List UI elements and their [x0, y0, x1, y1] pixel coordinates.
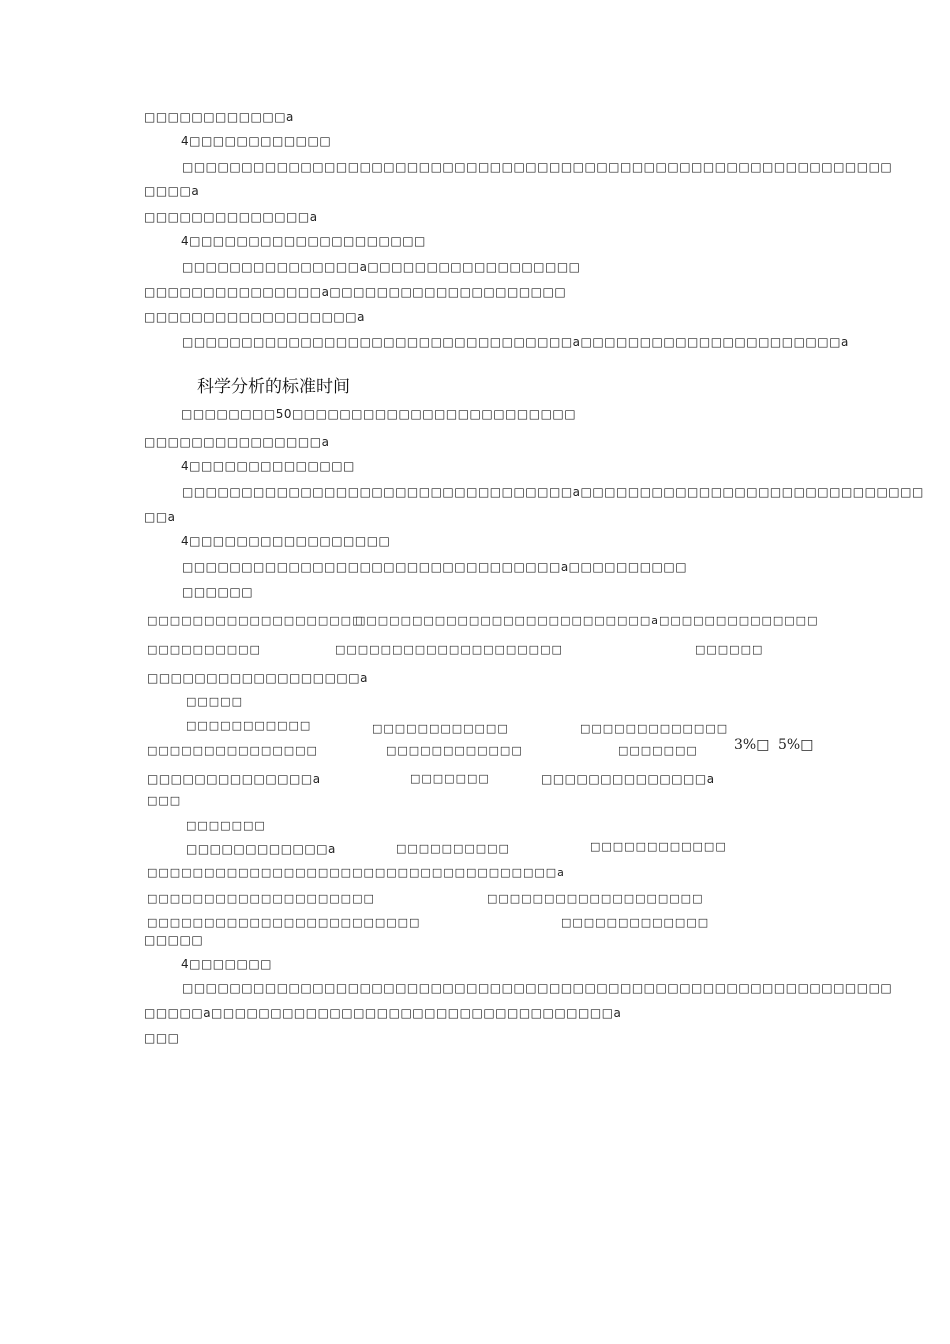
table-cell: □□□□□ [186, 695, 243, 708]
paragraph-line: □□□□□□□□□□□□□□□a□□□□□□□□□□□□□□□□□□ [182, 260, 581, 274]
list-item-heading: 4□□□□□□□□□□□□ [181, 134, 332, 148]
paragraph-line: □□□□□□ [182, 585, 254, 599]
table-cell: □□□□□□□ [618, 744, 698, 757]
paragraph-line: □□□□□□□□□□□□□□□□□□□□□□□□□□□□□□□□□a□□□□□□□□□□□□□□□□□□□□□□□□□□□□□ [182, 485, 924, 499]
percent-value: 5%□ [778, 737, 814, 753]
percent-value: 3%□ [734, 737, 770, 753]
paragraph-line: □□□□□□□□□□□□□□□a [144, 435, 330, 449]
table-cell: □□□□□□□□□□ [147, 643, 261, 656]
paragraph-line: □□a [144, 510, 176, 524]
table-cell: □□□□□□□□□□□□□□□□□□□□ [147, 892, 375, 905]
paragraph-line: □□□□□□□□□□□□□□□□□□□□□□□□□□□□□□□□□□□□□□□□□□□□□□□□□□□□□□□□□□□□ [182, 160, 893, 174]
table-cell: □□□□□□□□□□□□□□□□□□□□□□□□□□□□□□□□□□□□a [147, 866, 565, 879]
paragraph-line: □□□□□□□□□□□□□□□□□□□□□□□□□□□□□□□□□a□□□□□□□□□□□□□□□□□□□□□□a [182, 335, 849, 349]
list-item-heading: 4□□□□□□□ [181, 957, 272, 971]
table-cell: □□□□□□□□□□□□ [372, 722, 509, 735]
list-item-heading: 4□□□□□□□□□□□□□□□□□ [181, 534, 391, 548]
table-cell: □□□□□□□□□□□ [186, 719, 312, 732]
paragraph-line: □□□□□□□□□□□□□□□□□□□□□□□□□□□□□□□□a□□□□□□□□□□ [182, 560, 688, 574]
table-cell: □□□□□□□□□□□□□□□□□□a [147, 671, 368, 685]
table-cell: □□□□□□ [695, 643, 764, 656]
paragraph-line: □□□□□a□□□□□□□□□□□□□□□□□□□□□□□□□□□□□□□□□□a [144, 1006, 622, 1020]
table-cell: □□□□□□□□□□ [396, 842, 510, 855]
table-cell: □□□□□□□□□□□□□□□ [147, 744, 318, 757]
table-cell: □□□□□□□□□□□□ [590, 840, 727, 853]
table-cell: □□□□□□□□□□□□□□a [541, 772, 715, 786]
paragraph-line: □□□□□□□□□□□□□□□a□□□□□□□□□□□□□□□□□□□□ [144, 285, 567, 299]
list-item-heading: 4□□□□□□□□□□□□□□□□□□□□ [181, 234, 426, 248]
text-line: □□□□□□□□□□□□a [144, 110, 294, 124]
table-cell: □□□□□□□□□□□□□□□□□□□ [147, 614, 364, 627]
table-cell: □□□ [147, 794, 182, 807]
paragraph-line: □□□□□□□□□□□□□□□□□□□□□□□□□□□□□□□□□□□□□□□□□□□□□□□□□□□□□□□□□□□□ [182, 981, 893, 995]
list-item-heading: 4□□□□□□□□□□□□□□ [181, 459, 355, 473]
table-cell: □□□□□□□□□□□□a [186, 842, 336, 856]
text-line: □□□□□ [144, 933, 204, 947]
table-cell: □□□□□□□□□□□□□ [561, 916, 710, 929]
table-cell: □□□□□□□□□□□□□□□□□□□□□□□□□□a□□□□□□□□□□□□□□ [355, 614, 819, 627]
paragraph-line: □□□□□□□□50□□□□□□□□□□□□□□□□□□□□□□□□ [181, 407, 577, 421]
table-cell: □□□□□□□ [186, 819, 266, 832]
table-cell: □□□□□□□□□□□□□□□□□□□ [487, 892, 704, 905]
text-line: □□□ [144, 1031, 180, 1045]
paragraph-line: □□□□a [144, 184, 200, 198]
paragraph-line: □□□□□□□□□□□□□□□□□□a [144, 310, 365, 324]
table-cell: □□□□□□□□□□□□□□a [147, 772, 321, 786]
table-cell: □□□□□□□□□□□□ [386, 744, 523, 757]
table-cell: □□□□□□□□□□□□□□□□□□□□□□□□ [147, 916, 421, 929]
table-cell: □□□□□□□□□□□□□□□□□□□□ [335, 643, 563, 656]
table-cell: □□□□□□□ [410, 772, 490, 785]
table-cell: □□□□□□□□□□□□□ [580, 722, 729, 735]
text-line: □□□□□□□□□□□□□□a [144, 210, 318, 224]
section-heading: 科学分析的标准时间 [197, 377, 350, 397]
